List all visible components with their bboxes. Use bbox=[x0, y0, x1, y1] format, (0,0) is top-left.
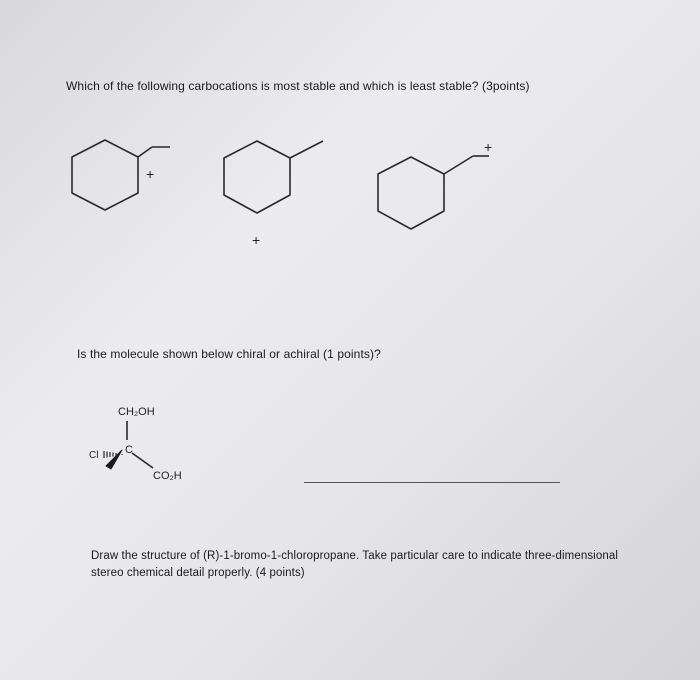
question-3-line-1: Draw the structure of (R)-1-bromo-1-chloropropane. Take particular care to indicate three-dimensional bbox=[91, 550, 618, 562]
cyclohexane-ring-2 bbox=[224, 141, 290, 213]
label-cl: Cl bbox=[89, 450, 99, 461]
charge-plus-3: + bbox=[484, 139, 493, 155]
cyclohexane-ring-3 bbox=[378, 157, 444, 229]
label-ch2oh: CH₂OH bbox=[118, 406, 155, 418]
carbocation-1-structure bbox=[72, 140, 170, 210]
question-1-text: Which of the following carbocations is most stable and which is least stable? (3points) bbox=[66, 79, 530, 93]
charge-plus-1: + bbox=[146, 166, 155, 182]
wedge-bond bbox=[106, 450, 122, 469]
carbocation-2-methyl-bond bbox=[290, 141, 323, 158]
question-3-line-2: stereo chemical detail properly. (4 points) bbox=[91, 567, 305, 579]
label-carbon: C bbox=[125, 444, 133, 456]
carbocation-3-structure bbox=[378, 156, 489, 229]
cyclohexane-ring-1 bbox=[72, 140, 138, 210]
carbocation-2-structure bbox=[224, 141, 323, 213]
label-co2h: CO₂H bbox=[153, 470, 182, 482]
charge-plus-2: + bbox=[252, 232, 261, 248]
carbocation-1-bond-a bbox=[138, 147, 152, 157]
carbocation-3-bond-a bbox=[444, 156, 473, 174]
question-2-text: Is the molecule shown below chiral or achiral (1 points)? bbox=[77, 347, 381, 361]
answer-line bbox=[304, 482, 560, 483]
question-3-block bbox=[91, 548, 671, 582]
bond-to-co2h bbox=[132, 453, 153, 468]
